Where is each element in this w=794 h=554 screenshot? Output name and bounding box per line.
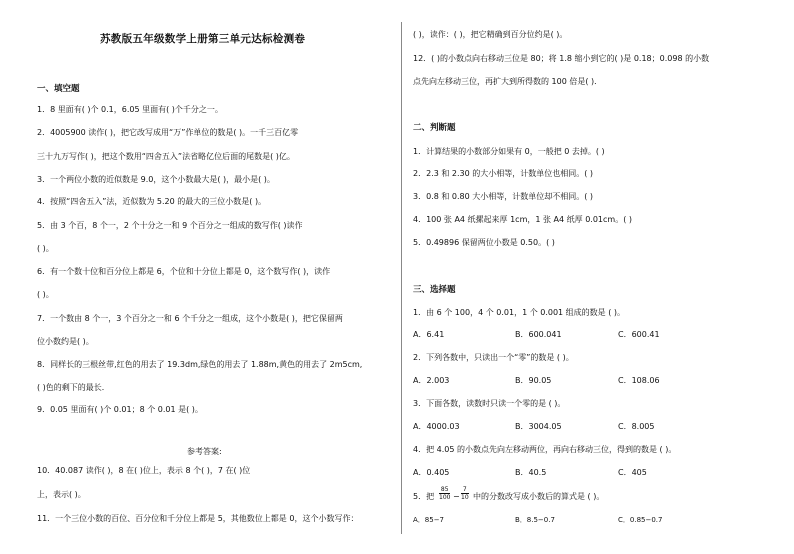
question-11: 11．一个三位小数的百位、百分位和千分位上都是 5，其他数位上都是 0，这个小数写作：: [37, 514, 359, 523]
section-judge-heading: 二、判断题: [413, 123, 456, 133]
choice-1-option-c: C．600.41: [618, 330, 660, 339]
question-5-line2: ( )。: [37, 244, 54, 253]
choice-5-option-a: A．85−7: [413, 516, 445, 524]
choice-1-option-a: A．6.41: [413, 330, 445, 339]
question-10-line1: 10．40.087 读作( )，8 在( )位上，表示 8 个( )，7 在( )位: [37, 466, 251, 475]
judge-4: 4．100 张 A4 纸摞起来厚 1cm，1 张 A4 纸厚 0.01cm。( ): [413, 215, 632, 224]
choice-5-option-b: B．8.5−0.7: [515, 516, 555, 524]
choice-5-fraction-1: [439, 486, 450, 501]
question-3: 3．一个两位小数的近似数是 9.0，这个小数最大是( )，最小是( )。: [37, 175, 275, 184]
question-7-line1: 7．一个数由 8 个一，3 个百分之一和 6 个千分之一组成，这个小数是( )，把它保留两: [37, 314, 343, 323]
judge-3: 3．0.8 和 0.80 大小相等，计数单位却不相同。( ): [413, 192, 594, 201]
choice-5-option-c: C．0.85−0.7: [618, 516, 663, 524]
page-title: 苏教版五年级数学上册第三单元达标检测卷: [100, 33, 306, 45]
question-1: 1．8 里面有( )个 0.1，6.05 里面有( )个千分之一。: [37, 105, 223, 114]
choice-5-fraction-2: [461, 486, 469, 501]
question-12-line1: 12．( )的小数点向右移动三位是 80；将 1.8 缩小到它的( )是 0.18；0.098 的小数: [413, 54, 710, 63]
question-7-line2: 位小数约是( )。: [37, 337, 94, 346]
question-6-line2: ( )。: [37, 290, 54, 299]
fraction-2-denominator: 10: [461, 494, 469, 501]
fraction-2-numerator: 7: [462, 486, 467, 493]
choice-1-option-b: B．600.041: [515, 330, 562, 339]
choice-2-option-b: B．90.05: [515, 376, 552, 385]
choice-5-minus: −: [453, 492, 460, 501]
section-fill-heading: 一、填空题: [37, 84, 80, 94]
choice-1: 1．由 6 个 100，4 个 0.01，1 个 0.001 组成的数是 ( )。: [413, 308, 626, 317]
question-8-line2: ( )色的剩下的最长．: [37, 383, 110, 392]
choice-4-option-b: B．40.5: [515, 468, 547, 477]
fraction-1-numerator: 85: [440, 486, 449, 493]
choice-4-option-a: A．0.405: [413, 468, 450, 477]
choice-3-option-a: A．4000.03: [413, 422, 460, 431]
judge-2: 2．2.3 和 2.30 的大小相等，计数单位也相同。( ): [413, 169, 594, 178]
question-11-continued: ( )，读作：( )，把它精确到百分位约是( )。: [413, 30, 568, 39]
question-5-line1: 5．由 3 个百，8 个一，2 个十分之一和 9 个百分之一组成的数写作( )读作: [37, 221, 303, 230]
choice-3-option-b: B．3004.05: [515, 422, 562, 431]
fraction-1-denominator: 100: [439, 494, 451, 501]
choice-2: 2．下列各数中，只读出一个“零”的数是 ( )。: [413, 353, 574, 362]
question-9: 9．0.05 里面有( )个 0.01；8 个 0.01 是( )。: [37, 405, 203, 414]
choice-5-suffix: 中的分数改写成小数后的算式是 ( )。: [473, 492, 605, 501]
question-2-line2: 三十九万写作( )，把这个数用“四舍五入”法省略亿位后面的尾数是( )亿。: [37, 152, 295, 161]
choice-5-prefix: 5．把: [413, 492, 435, 501]
question-12-line2: 点先向左移动三位，再扩大到所得数的 100 倍是( )．: [413, 77, 603, 86]
question-8-line1: 8．同样长的三根丝带,红色的用去了 19.3dm,绿色的用去了 1.88m,黄色的用去了 2m5cm,: [37, 360, 363, 369]
choice-2-option-c: C．108.06: [618, 376, 660, 385]
choice-3-option-c: C．8.005: [618, 422, 655, 431]
question-6-line1: 6．有一个数十位和百分位上都是 6，个位和十分位上都是 0，这个数写作( )，读作: [37, 267, 331, 276]
question-2-line1: 2．4005900 读作( )，把它改写成用“万”作单位的数是( )。一千三百亿零: [37, 128, 299, 137]
choice-4-option-c: C．405: [618, 468, 647, 477]
choice-3: 3．下面各数，读数时只读一个零的是 ( )。: [413, 399, 566, 408]
choice-2-option-a: A．2.003: [413, 376, 450, 385]
column-divider: [401, 22, 402, 534]
section-choice-heading: 三、选择题: [413, 285, 456, 295]
judge-5: 5．0.49896 保留两位小数是 0.50。( ): [413, 238, 555, 247]
choice-4: 4．把 4.05 的小数点先向左移动两位，再向右移动三位，得到的数是 ( )。: [413, 445, 677, 454]
question-4: 4．按照“四舍五入”法，近似数为 5.20 的最大的三位小数是( )。: [37, 197, 267, 206]
answer-heading: 参考答案:: [187, 447, 222, 456]
question-10-line2: 上，表示( )。: [37, 490, 86, 499]
judge-1: 1．计算结果的小数部分如果有 0，一般把 0 去掉。( ): [413, 147, 605, 156]
